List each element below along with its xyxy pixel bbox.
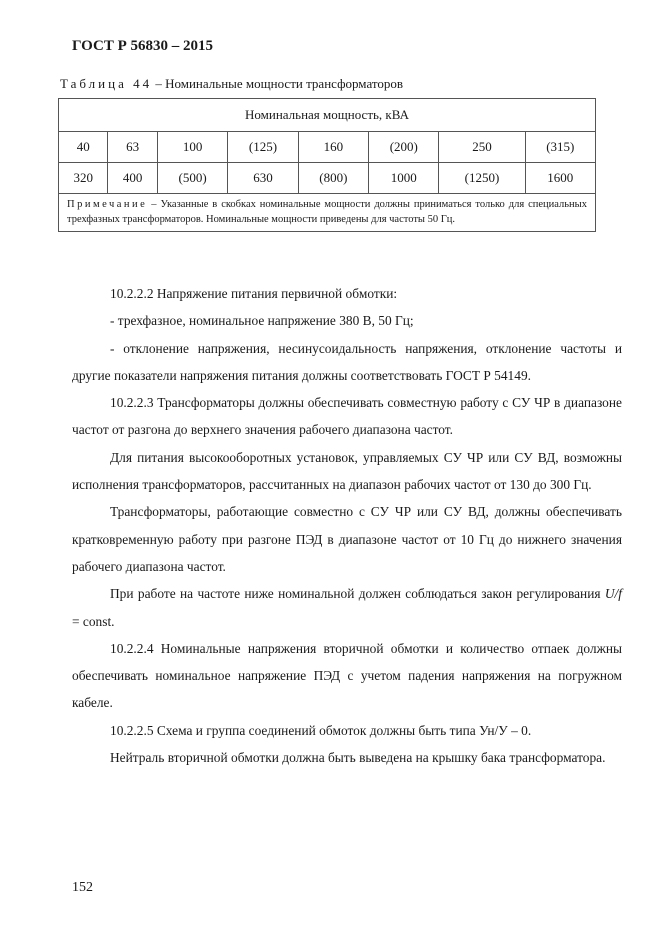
paragraph-text: При работе на частоте ниже номинальной должен соблюдаться закон регулирования	[110, 586, 605, 602]
table-caption-dash: –	[152, 76, 166, 91]
table-cell: (500)	[157, 163, 227, 194]
table-header-row	[59, 99, 596, 132]
paragraph: - трехфазное, номинальное напряжение 380 В, 50 Гц;	[110, 313, 414, 329]
table-cell: (125)	[228, 132, 298, 163]
power-ratings-table	[58, 98, 596, 232]
paragraph: 10.2.2.3 Трансформаторы должны обеспечивать совместную работу с СУ ЧР в диапазоне частот от разгона до верхнего значения рабочего диапазона частот.	[72, 395, 622, 438]
paragraph-text: = const.	[72, 613, 115, 629]
table-cell: 630	[228, 163, 298, 194]
table-cell: (315)	[525, 132, 595, 163]
paragraph: 10.2.2.4 Номинальные напряжения вторичной обмотки и количество отпаек должны обеспечивать номинальное напряжение ПЭД с учетом падения напряжения на погружном кабеле.	[72, 640, 622, 711]
table-note	[59, 194, 596, 232]
paragraph: - отклонение напряжения, несинусоидальность напряжения, отклонение частоты и другие показатели напряжения питания должны соответствовать ГОСТ Р 54149.	[72, 340, 622, 383]
table-header-cell: Номинальная мощность, кВА	[59, 99, 596, 132]
table-cell: 1600	[525, 163, 595, 194]
table-cell: 400	[108, 163, 157, 194]
table-row	[59, 132, 596, 163]
table-cell: 40	[59, 132, 108, 163]
paragraph: Нейтраль вторичной обмотки должна быть выведена на крышку бака трансформатора.	[110, 750, 606, 766]
table-row	[59, 163, 596, 194]
table-caption	[60, 76, 403, 92]
table-cell: 1000	[369, 163, 439, 194]
table-cell: (1250)	[439, 163, 525, 194]
paragraph	[72, 580, 622, 635]
page-number: 152	[72, 880, 93, 895]
table-cell: 160	[298, 132, 368, 163]
paragraph: Трансформаторы, работающие совместно с СУ ЧР или СУ ВД, должны обеспечивать кратковременную работу при разгоне ПЭД в диапазоне частот от 10 Гц до нижнего значения рабочего диапазона частот.	[72, 504, 622, 574]
table-caption-text: Номинальные мощности трансформаторов	[165, 76, 404, 91]
table-note-row	[59, 194, 596, 232]
table-cell: (800)	[298, 163, 368, 194]
formula: U/f	[604, 586, 622, 602]
paragraph: Для питания высокооборотных установок, управляемых СУ ЧР или СУ ВД, возможны исполнения трансформаторов, рассчитанных на диапазон рабочих частот от 130 до 300 Гц.	[72, 449, 622, 493]
table-cell: 100	[157, 132, 227, 163]
table-cell: 320	[59, 163, 108, 194]
document-header: ГОСТ Р 56830 – 2015	[72, 38, 214, 54]
paragraph: 10.2.2.5 Схема и группа соединений обмоток должны быть типа Ун/У – 0.	[110, 722, 532, 738]
body-text	[72, 280, 622, 771]
table-note-text: – Указанные в скобках номинальные мощности должны приниматься только для специальных трехфазных трансформаторов. Номинальные мощности приведены для частоты 50 Гц.	[67, 199, 587, 225]
table-note-label: Примечание	[67, 199, 148, 210]
table-caption-label: Таблица 44	[60, 76, 153, 91]
paragraph: 10.2.2.2 Напряжение питания первичной обмотки:	[110, 286, 398, 301]
table-cell: 63	[108, 132, 157, 163]
table-cell: (200)	[369, 132, 439, 163]
table-cell: 250	[439, 132, 525, 163]
